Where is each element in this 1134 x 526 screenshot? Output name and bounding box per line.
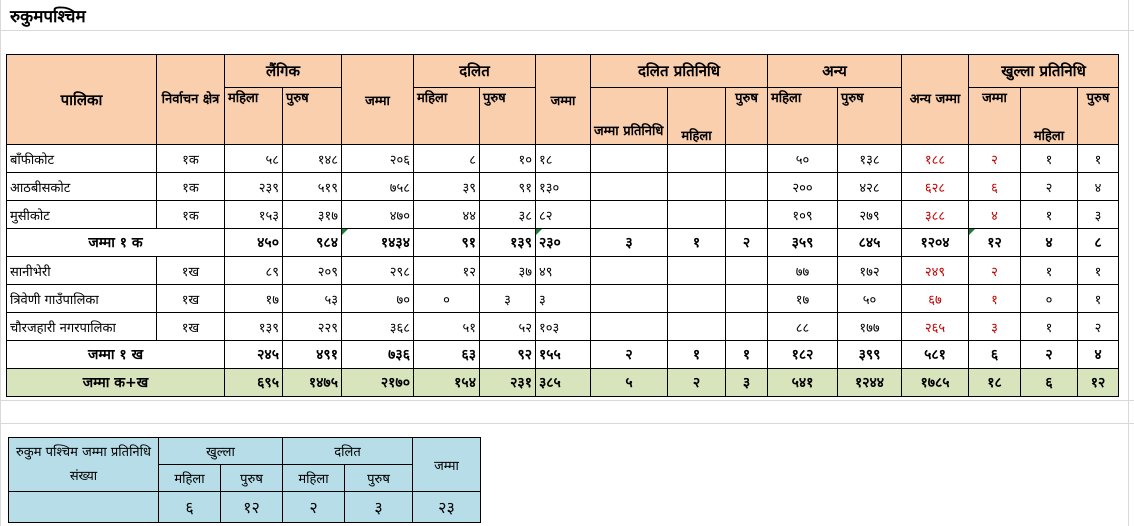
summary-jamma: जम्मा	[413, 438, 481, 492]
summary-label: रुकुम पश्चिम जम्मा प्रतिनिधि संख्या	[9, 438, 159, 492]
cell-dp-mahila	[668, 201, 726, 229]
cell-anya-mahila: ७७	[768, 257, 838, 285]
summary-values-row	[9, 492, 481, 523]
gridline	[0, 423, 1134, 424]
header-kshetra: निर्वाचन क्षेत्र	[157, 55, 225, 145]
cell-kp-jamma: १२	[969, 229, 1021, 257]
cell-palika: मुसीकोट	[7, 201, 157, 229]
cell-dalit-mahila: ४४	[414, 201, 480, 229]
cell-jamma: ७५८	[342, 173, 414, 201]
cell-kshetra: १ख	[157, 285, 225, 313]
representatives-table	[6, 54, 1119, 397]
header-purush: पुरुष	[283, 88, 342, 145]
cell-dp-purush	[726, 201, 768, 229]
cell-kp-mahila: १	[1021, 257, 1078, 285]
cell-dp-jamma	[591, 173, 668, 201]
header-jamma: जम्मा	[342, 55, 414, 145]
header-anya-purush: पुरुष	[838, 88, 902, 145]
cell-dp-purush: १	[726, 341, 768, 369]
subtotal-label: जम्मा १ क	[7, 229, 225, 257]
cell-kp-jamma: २	[969, 145, 1021, 173]
cell-dalit-purush: ३	[480, 285, 536, 313]
cell-dalit-mahila: ६३	[414, 341, 480, 369]
cell-dp-purush	[726, 257, 768, 285]
summary-dalit: दलित	[283, 438, 413, 465]
header-palika: पालिका	[7, 55, 157, 145]
cell-dalit-mahila: ३९	[414, 173, 480, 201]
cell-dp-purush: ३	[726, 369, 768, 397]
cell-anya-purush: ३९९	[838, 341, 902, 369]
cell-anya-mahila: १८२	[768, 341, 838, 369]
cell-palika: त्रिवेणी गाउँपालिका	[7, 285, 157, 313]
header-kp-purush: पुरुष	[1078, 88, 1119, 145]
summary-header-row	[9, 438, 481, 465]
cell-kshetra: १ख	[157, 257, 225, 285]
cell-mahila: ८९	[225, 257, 283, 285]
summary-khulla: खुल्ला	[159, 438, 283, 465]
cell-dp-jamma	[591, 313, 668, 341]
cell-kp-mahila: ०	[1021, 285, 1078, 313]
cell-kshetra: १ख	[157, 313, 225, 341]
cell-dp-jamma: ५	[591, 369, 668, 397]
cell-dp-jamma: ३	[591, 229, 668, 257]
cell-dp-purush	[726, 145, 768, 173]
cell-anya-purush: ८४५	[838, 229, 902, 257]
cell-kp-mahila: १	[1021, 201, 1078, 229]
cell-dp-mahila	[668, 145, 726, 173]
cell-kp-jamma: ६	[969, 341, 1021, 369]
cell-dalit-purush: ९२	[480, 341, 536, 369]
cell-dalit-mahila: १५४	[414, 369, 480, 397]
cell-palika: बाँफीकोट	[7, 145, 157, 173]
cell-dp-purush	[726, 173, 768, 201]
cell-dalit-purush: १०	[480, 145, 536, 173]
cell-anya-jamma: १२०४	[902, 229, 969, 257]
cell-palika: सानीभेरी	[7, 257, 157, 285]
cell-mahila: १५३	[225, 201, 283, 229]
cell-dp-mahila	[668, 285, 726, 313]
cell-anya-jamma: ५८१	[902, 341, 969, 369]
cell-anya-jamma: ३८८	[902, 201, 969, 229]
cell-mahila: ४५०	[225, 229, 283, 257]
cell-dalit-mahila: ८	[414, 145, 480, 173]
header-dalit-purush: पुरुष	[480, 88, 536, 145]
header-dalit-jamma: जम्मा	[536, 55, 591, 145]
table-row	[7, 285, 1119, 313]
cell-jamma: २०६	[342, 145, 414, 173]
cell-dalit-purush: २३१	[480, 369, 536, 397]
header-dp-purush: पुरुष	[726, 88, 768, 145]
cell-jamma: २९८	[342, 257, 414, 285]
cell-jamma: १४३४	[342, 229, 414, 257]
cell-anya-jamma: ६७	[902, 285, 969, 313]
gridline	[1128, 0, 1129, 526]
sheet-title: रुकुमपश्चिम	[10, 7, 86, 27]
subtotal-label: जम्मा १ ख	[7, 341, 225, 369]
cell-kp-purush: ४	[1078, 173, 1119, 201]
cell-mahila: १७	[225, 285, 283, 313]
cell-dalit-purush: ५२	[480, 313, 536, 341]
cell-anya-jamma: २४९	[902, 257, 969, 285]
cell-dp-mahila: १	[668, 229, 726, 257]
cell-dalit-jamma: १५५	[536, 341, 591, 369]
header-anya-jamma: अन्य जम्मा	[902, 55, 969, 145]
cell-dalit-jamma: ४९	[536, 257, 591, 285]
cell-dalit-mahila: १२	[414, 257, 480, 285]
cell-anya-purush: १२४४	[838, 369, 902, 397]
cell-dp-jamma	[591, 257, 668, 285]
table-row	[7, 201, 1119, 229]
header-kp-mahila: महिला	[1021, 88, 1078, 145]
summary-khulla-mahila-label: महिला	[159, 465, 221, 492]
cell-purush: ४९१	[283, 341, 342, 369]
cell-dalit-jamma: १८	[536, 145, 591, 173]
cell-dalit-mahila: ९१	[414, 229, 480, 257]
header-dp-jamma: जम्मा प्रतिनिधि	[591, 88, 668, 145]
cell-purush: २२९	[283, 313, 342, 341]
gridline	[0, 400, 1134, 401]
cell-anya-purush: १३८	[838, 145, 902, 173]
summary-dalit-mahila-value: २	[283, 492, 345, 523]
gridline	[0, 0, 1, 526]
cell-kp-jamma: ६	[969, 173, 1021, 201]
cell-anya-jamma: १७८५	[902, 369, 969, 397]
cell-dp-mahila	[668, 313, 726, 341]
cell-kp-jamma: ३	[969, 313, 1021, 341]
table-row	[7, 313, 1119, 341]
cell-dp-jamma	[591, 145, 668, 173]
cell-jamma: ४७०	[342, 201, 414, 229]
cell-anya-purush: ५०	[838, 285, 902, 313]
cell-anya-jamma: २६५	[902, 313, 969, 341]
cell-anya-jamma: १८८	[902, 145, 969, 173]
cell-purush: ५१९	[283, 173, 342, 201]
summary-khulla-mahila-value: ६	[159, 492, 221, 523]
subtotal-row	[7, 341, 1119, 369]
summary-khulla-purush-label: पुरुष	[221, 465, 283, 492]
cell-dp-mahila	[668, 257, 726, 285]
cell-kp-mahila: ४	[1021, 229, 1078, 257]
cell-anya-mahila: ५४१	[768, 369, 838, 397]
cell-dp-purush: २	[726, 229, 768, 257]
grand-total-row	[7, 369, 1119, 397]
header-laingik: लैंगिक	[225, 55, 342, 88]
header-row-1	[7, 55, 1119, 88]
cell-anya-purush: २७९	[838, 201, 902, 229]
cell-kp-mahila: २	[1021, 341, 1078, 369]
cell-dalit-mahila: ०	[414, 285, 480, 313]
summary-jamma-value: २३	[413, 492, 481, 523]
cell-kshetra: १क	[157, 145, 225, 173]
cell-kp-purush: १	[1078, 145, 1119, 173]
cell-purush: १४८	[283, 145, 342, 173]
cell-anya-mahila: १०९	[768, 201, 838, 229]
cell-kp-jamma: १८	[969, 369, 1021, 397]
cell-kp-purush: १	[1078, 257, 1119, 285]
summary-dalit-purush-label: पुरुष	[345, 465, 413, 492]
cell-kp-jamma: १	[969, 285, 1021, 313]
header-dalit-mahila: महिला	[414, 88, 480, 145]
cell-anya-purush: १७७	[838, 313, 902, 341]
cell-kshetra: १क	[157, 201, 225, 229]
summary-table	[8, 437, 481, 523]
cell-kp-purush: १२	[1078, 369, 1119, 397]
cell-anya-mahila: ३५९	[768, 229, 838, 257]
cell-kp-purush: ८	[1078, 229, 1119, 257]
cell-dp-mahila: १	[668, 341, 726, 369]
header-dalit-pratinidhi: दलित प्रतिनिधि	[591, 55, 768, 88]
cell-kp-mahila: ६	[1021, 369, 1078, 397]
header-dalit: दलित	[414, 55, 536, 88]
gridline	[0, 30, 1134, 31]
summary-dalit-mahila-label: महिला	[283, 465, 345, 492]
cell-mahila: २३९	[225, 173, 283, 201]
summary-dalit-purush-value: ३	[345, 492, 413, 523]
cell-mahila: १३९	[225, 313, 283, 341]
subtotal-row	[7, 229, 1119, 257]
cell-anya-mahila: ५०	[768, 145, 838, 173]
cell-anya-purush: १७२	[838, 257, 902, 285]
cell-kp-purush: २	[1078, 313, 1119, 341]
cell-dp-purush	[726, 285, 768, 313]
cell-dalit-mahila: ५१	[414, 313, 480, 341]
cell-dalit-jamma: २३०	[536, 229, 591, 257]
cell-kp-mahila: १	[1021, 145, 1078, 173]
header-mahila: महिला	[225, 88, 283, 145]
cell-kp-jamma: ४	[969, 201, 1021, 229]
table-row	[7, 173, 1119, 201]
cell-anya-purush: ४२८	[838, 173, 902, 201]
cell-kp-mahila: १	[1021, 313, 1078, 341]
cell-anya-jamma: ६२८	[902, 173, 969, 201]
cell-anya-mahila: ८८	[768, 313, 838, 341]
cell-jamma: ३६८	[342, 313, 414, 341]
cell-dp-mahila: २	[668, 369, 726, 397]
cell-dalit-jamma: ३८५	[536, 369, 591, 397]
cell-purush: २०९	[283, 257, 342, 285]
cell-mahila: ५८	[225, 145, 283, 173]
cell-jamma: ७३६	[342, 341, 414, 369]
cell-purush: ३१७	[283, 201, 342, 229]
cell-kp-mahila: २	[1021, 173, 1078, 201]
header-anya: अन्य	[768, 55, 902, 88]
cell-kp-purush: ४	[1078, 341, 1119, 369]
cell-purush: ५३	[283, 285, 342, 313]
cell-dalit-jamma: १०३	[536, 313, 591, 341]
cell-jamma: २१७०	[342, 369, 414, 397]
header-dp-mahila: महिला	[668, 88, 726, 145]
cell-mahila: २४५	[225, 341, 283, 369]
cell-dp-jamma	[591, 201, 668, 229]
grand-total-label: जम्मा क+ख	[7, 369, 225, 397]
cell-dalit-purush: ९१	[480, 173, 536, 201]
cell-palika: आठबीसकोट	[7, 173, 157, 201]
cell-mahila: ६९५	[225, 369, 283, 397]
cell-dalit-purush: ३८	[480, 201, 536, 229]
header-anya-mahila: महिला	[768, 88, 838, 145]
cell-dp-purush	[726, 313, 768, 341]
header-khulla-pratinidhi: खुल्ला प्रतिनिधि	[969, 55, 1119, 88]
cell-jamma: ७०	[342, 285, 414, 313]
table-row	[7, 145, 1119, 173]
summary-khulla-purush-value: १२	[221, 492, 283, 523]
cell-dalit-purush: १३९	[480, 229, 536, 257]
cell-kp-purush: १	[1078, 285, 1119, 313]
cell-palika: चौरजहारी नगरपालिका	[7, 313, 157, 341]
header-kp-jamma: जम्मा	[969, 88, 1021, 145]
cell-kshetra: १क	[157, 173, 225, 201]
cell-dalit-jamma: ३	[536, 285, 591, 313]
cell-purush: १४७५	[283, 369, 342, 397]
cell-dp-mahila	[668, 173, 726, 201]
cell-kp-jamma: २	[969, 257, 1021, 285]
cell-anya-mahila: २००	[768, 173, 838, 201]
cell-kp-purush: ३	[1078, 201, 1119, 229]
cell-dalit-jamma: ८२	[536, 201, 591, 229]
cell-dalit-jamma: १३०	[536, 173, 591, 201]
cell-purush: ९८४	[283, 229, 342, 257]
table-row	[7, 257, 1119, 285]
cell-dalit-purush: ३७	[480, 257, 536, 285]
cell-anya-mahila: १७	[768, 285, 838, 313]
cell-dp-jamma: २	[591, 341, 668, 369]
summary-khulla-mahila	[9, 492, 159, 523]
cell-dp-jamma	[591, 285, 668, 313]
